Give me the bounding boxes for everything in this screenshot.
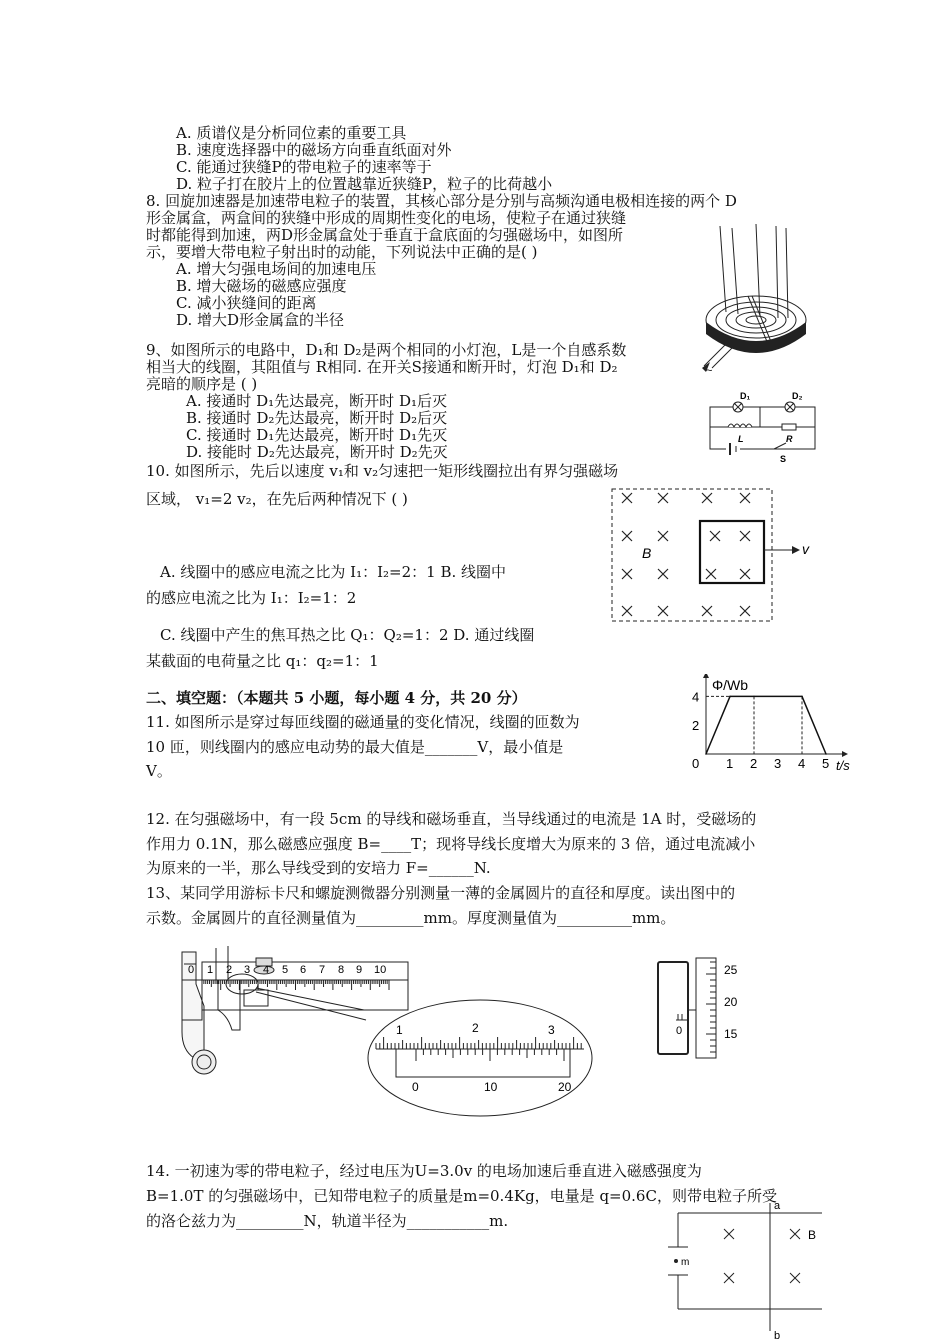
q12-stem: 12. 在匀强磁场中，有一段 5cm 的导线和磁场垂直，当导线通过的电流是 1A 时，受磁场的 [146, 810, 757, 828]
zoom-main-3: 3 [548, 1023, 555, 1037]
micrometer-15: 15 [724, 1027, 738, 1041]
q10-stem: 10. 如图所示，先后以速度 v₁和 v₂匀速把一矩形线圈拉出有界匀强磁场 [146, 462, 619, 480]
flux-point [705, 753, 707, 755]
q10-option-d: 某截面的电荷量之比 q₁：q₂=1：1 [146, 652, 379, 670]
flux-point [825, 753, 827, 755]
label-s: S [780, 454, 787, 464]
caliper-main-0: 0 [188, 964, 195, 976]
micrometer-20: 20 [724, 995, 738, 1009]
x-tick-label: 5 [822, 756, 830, 771]
zoom-main-2: 2 [472, 1021, 479, 1035]
x-axis-label: t/s [836, 758, 850, 773]
micrometer-0: 0 [676, 1025, 683, 1037]
q9-option-d: D. 接能时 D₂先达最亮，断开时 D₂先灭 [186, 443, 448, 461]
q13-stem: 13、某同学用游标卡尺和螺旋测微器分别测量一薄的金属圆片的直径和厚度。读出图中的 [146, 884, 736, 902]
label-d1: D₁ [740, 391, 751, 401]
q8-stem: 形金属盒，两盒间的狭缝中形成的周期性变化的电场，使粒子在通过狭缝 [146, 209, 627, 227]
q14-stem: 的洛仑兹力为_________N，轨道半径为___________m. [146, 1212, 509, 1230]
x-tick-label: 4 [798, 756, 806, 771]
micrometer-figure [652, 954, 752, 1064]
cyclotron-figure [688, 222, 816, 374]
q8-option-d: D. 增大D形金属盒的半径 [176, 311, 345, 329]
label-a: a [774, 1200, 781, 1212]
q10-stem: 区域， v₁=2 v₂，在先后两种情况下 ( ) [146, 490, 408, 508]
caliper-main-10: 10 [374, 964, 387, 976]
circuit-figure [700, 390, 825, 465]
caliper-main-4: 4 [263, 964, 270, 976]
zoom-vernier-20: 20 [558, 1080, 572, 1094]
caliper-main-2: 2 [226, 964, 233, 976]
q9-option-b: B. 接通时 D₂先达最亮，断开时 D₂后灭 [186, 409, 448, 427]
q10-option-c: C. 线圈中产生的焦耳热之比 Q₁：Q₂=1：2 D. 通过线圈 [160, 626, 535, 644]
x-axis-arrow [842, 751, 848, 757]
q9-option-a: A. 接通时 D₁先达最亮，断开时 D₁后灭 [186, 392, 447, 410]
flux-point [729, 696, 731, 698]
label-r: R [786, 434, 793, 444]
caliper-main-8: 8 [338, 964, 345, 976]
micrometer-25: 25 [724, 963, 738, 977]
x-tick-label: 0 [692, 756, 700, 771]
q9-stem: 相当大的线圈，其阻值与 R相同. 在开关S接通和断开时，灯泡 D₁和 D₂ [146, 358, 618, 376]
q7-option-a: A. 质谱仪是分析同位素的重要工具 [176, 124, 407, 142]
q8-stem: 时都能得到加速，两D形金属盒处于垂直于盒底面的匀强磁场中，如图所 [146, 226, 624, 244]
flux-point [801, 696, 803, 698]
q14-stem: B=1.0T 的匀强磁场中，已知带电粒子的质量是m=0.4Kg，电量是 q=0.6C，则带电粒子所受 [146, 1187, 777, 1205]
y-axis-arrow [703, 674, 709, 678]
field-figure [606, 484, 820, 626]
q7-option-b: B. 速度选择器中的磁场方向垂直纸面对外 [176, 141, 452, 159]
zoom-main-1: 1 [396, 1023, 403, 1037]
label-b-point: b [774, 1330, 781, 1341]
q8-option-b: B. 增大磁场的磁感应强度 [176, 277, 347, 295]
q9-option-c: C. 接通时 D₁先达最亮，断开时 D₁先灭 [186, 426, 448, 444]
q8-option-c: C. 减小狭缝间的距离 [176, 294, 317, 312]
zoom-vernier-10: 10 [484, 1080, 498, 1094]
y-axis-label: Φ/Wb [712, 677, 749, 693]
label-field-b: B [808, 1228, 817, 1242]
caliper-main-1: 1 [207, 964, 214, 976]
flux-point [753, 696, 755, 698]
q11-stem: 11. 如图所示是穿过每匝线圈的磁通量的变化情况，线圈的匝数为 [146, 713, 580, 731]
flux-series-line [706, 696, 826, 754]
q11-stem: V。 [146, 762, 172, 780]
capacitor-field-figure [650, 1197, 830, 1341]
zoom-vernier-0: 0 [412, 1080, 419, 1094]
label-b: B [642, 545, 652, 561]
q7-option-c: C. 能通过狭缝P的带电粒子的速率等于 [176, 158, 432, 176]
q14-stem: 14. 一初速为零的带电粒子，经过电压为U=3.0v 的电场加速后垂直进入磁感强度为 [146, 1162, 702, 1180]
q7-option-d: D. 粒子打在胶片上的位置越靠近狭缝P，粒子的比荷越小 [176, 175, 553, 193]
flux-chart [680, 674, 850, 774]
q10-option-b: 的感应电流之比为 I₁：I₂=1：2 [146, 589, 357, 607]
q9-stem: 9、如图所示的电路中，D₁和 D₂是两个相同的小灯泡，L是一个自感系数 [146, 341, 627, 359]
caliper-main-7: 7 [319, 964, 326, 976]
q12-stem: 作用力 0.1N，那么磁感应强度 B=____T；现将导线长度增大为原来的 3 倍，通过电流减小 [146, 835, 756, 853]
y-tick-label: 2 [692, 718, 700, 734]
q8-option-a: A. 增大匀强电场间的加速电压 [176, 260, 377, 278]
label-d2: D₂ [792, 391, 803, 401]
caliper-main-3: 3 [244, 964, 251, 976]
label-v: v [802, 541, 809, 557]
caliper-main-6: 6 [300, 964, 307, 976]
q10-option-a: A. 线圈中的感应电流之比为 I₁：I₂=2：1 B. 线圈中 [160, 563, 506, 581]
q13-stem: 示数。金属圆片的直径测量值为_________mm。厚度测量值为__________mm。 [146, 909, 676, 927]
section-title: 二、填空题：（本题共 5 小题，每小题 4 分，共 20 分） [146, 689, 527, 707]
y-tick-label: 4 [692, 689, 700, 705]
q11-stem: 10 匝，则线圈内的感应电动势的最大值是_______V，最小值是 [146, 738, 564, 756]
q9-stem: 亮暗的顺序是 ( ) [146, 375, 258, 393]
caliper-main-5: 5 [282, 964, 289, 976]
label-l: L [738, 434, 744, 444]
x-tick-label: 3 [774, 756, 782, 771]
caliper-main-9: 9 [356, 964, 363, 976]
svg-text:~: ~ [706, 365, 713, 374]
x-tick-label: 1 [726, 756, 734, 771]
q8-stem: 8. 回旋加速器是加速带电粒子的装置，其核心部分是分别与高频沟通电极相连接的两个 D [146, 192, 737, 210]
vernier-caliper-figure [158, 940, 600, 1124]
q8-stem: 示，要增大带电粒子射出时的动能，下列说法中正确的是( ) [146, 243, 538, 261]
q12-stem: 为原来的一半，那么导线受到的安培力 F=______N. [146, 859, 491, 877]
x-tick-label: 2 [750, 756, 758, 771]
label-m: m [681, 1257, 690, 1268]
